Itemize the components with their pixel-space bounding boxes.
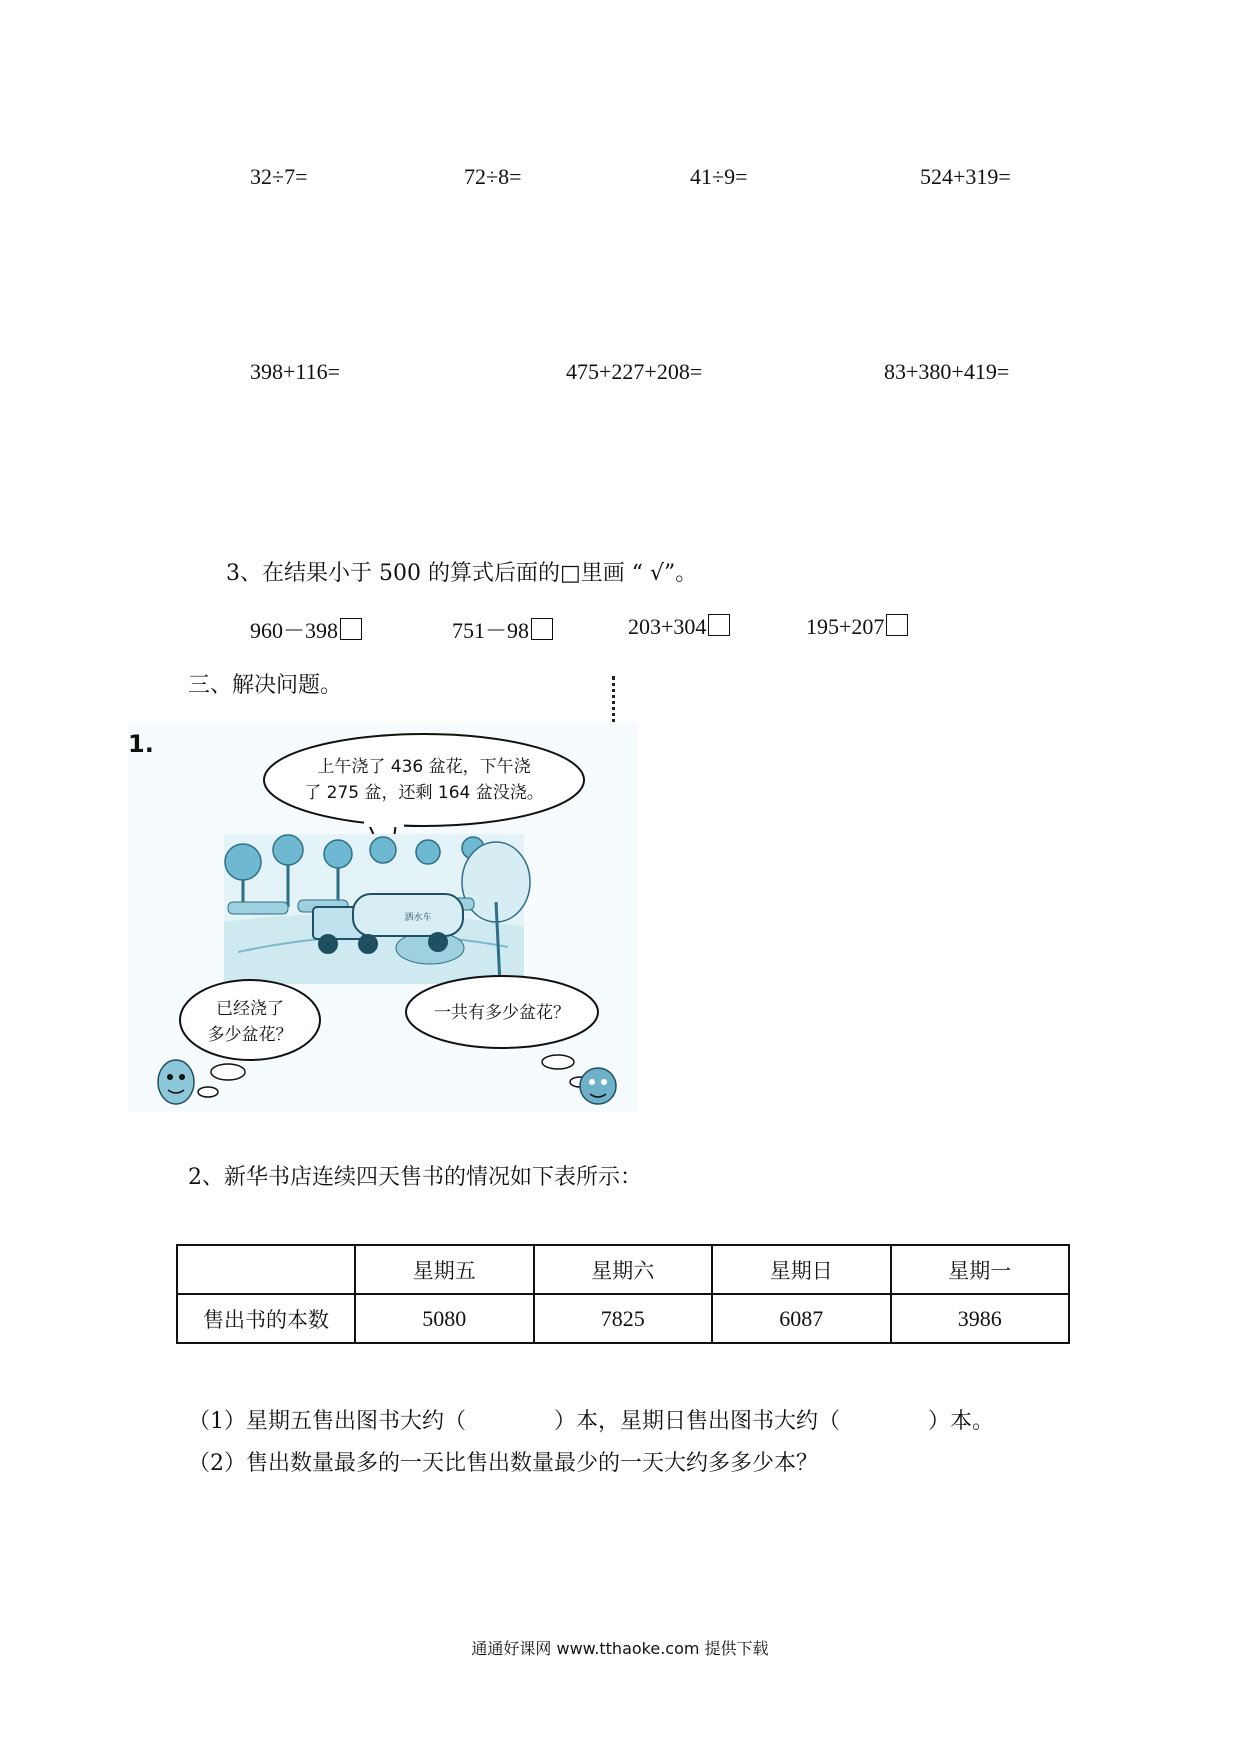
thought-bubble-left [180,980,320,1060]
bubble-left-line2: 多少盆花？ [207,1025,293,1045]
page-footer: 通通好课网 www.tthaoke.com 提供下载 [471,1639,769,1658]
problem2-intro: 2、新华书店连续四天售书的情况如下表所示： [188,1165,642,1190]
calc-3: 41÷9= [690,164,748,189]
problem2-q2: （2）售出数量最多的一天比售出数量最少的一天大约多多少本？ [188,1451,818,1476]
table-cell: 6087 [712,1294,891,1343]
speech-bubble-top [264,734,584,826]
cartoon-ball-icon [580,1068,616,1104]
section-title: 三、解决问题。 [188,673,343,698]
calc-1: 32÷7= [250,164,308,189]
table-cell: 5080 [355,1294,534,1343]
table-cell [177,1245,355,1294]
table-row [177,1294,1069,1343]
problem1-illustration [128,722,638,1112]
check-box[interactable] [708,614,730,636]
table-header: 星期一 [891,1245,1070,1294]
table-header: 星期日 [712,1245,891,1294]
cartoon-pepper-icon [158,1060,194,1104]
table-header: 星期六 [534,1245,713,1294]
table-cell: 7825 [534,1294,713,1343]
bubble-top-line2: 了 275 盆，还剩 164 盆没浇。 [304,783,544,803]
bubble-right-text: 一共有多少盆花？ [434,1003,570,1023]
table-cell: 3986 [891,1294,1070,1343]
calc-4: 524+319= [920,164,1011,189]
problem-number: 1. [128,730,154,758]
check-box[interactable] [886,614,908,636]
q3-prompt: 3、在结果小于 500 的算式后面的□里画 “ √”。 [226,561,698,586]
calc-6: 475+227+208= [566,359,703,384]
q3-item-4: 195+207 [806,614,908,640]
calc-7: 83+380+419= [884,359,1010,384]
table-row [177,1245,1069,1294]
bubble-top-line1: 上午浇了 436 盆花，下午浇 [317,757,531,777]
check-box[interactable] [531,618,553,640]
calc-2: 72÷8= [464,164,522,189]
table-header: 星期五 [355,1245,534,1294]
calc-5: 398+116= [250,359,340,384]
check-box[interactable] [340,618,362,640]
street-scene [224,834,530,984]
q3-item-1: 960－398 [250,614,362,645]
sales-table [176,1244,1070,1344]
table-row-label: 售出书的本数 [177,1294,355,1343]
bubble-left-line1: 已经浇了 [216,999,284,1019]
truck-label: 洒水车 [404,913,432,923]
q3-item-3: 203+304 [628,614,730,640]
problem2-q1: （1）星期五售出图书大约（ ）本，星期日售出图书大约（ ）本。 [188,1409,994,1434]
q3-item-2: 751－98 [452,614,553,645]
